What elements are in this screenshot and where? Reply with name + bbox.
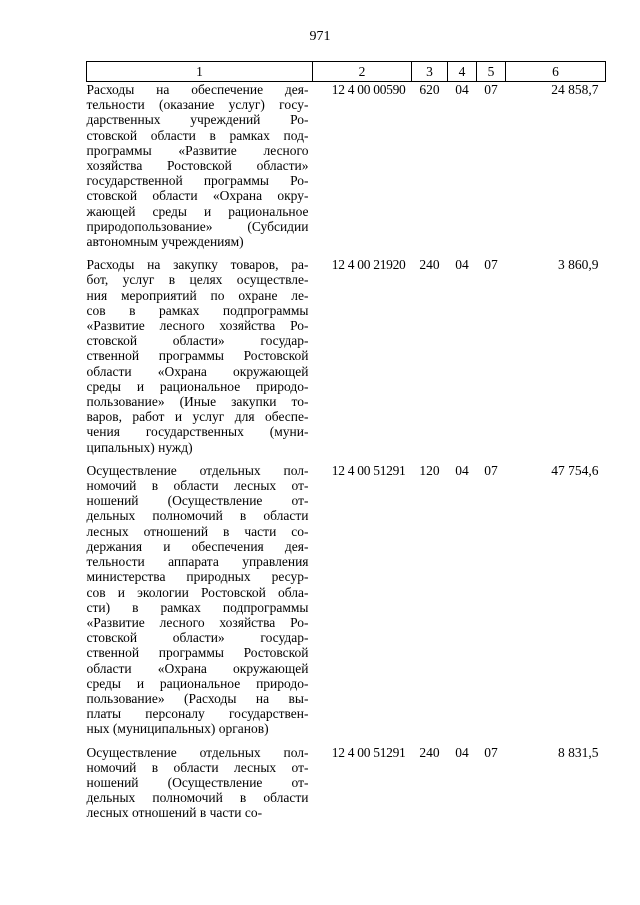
section-code: 04 (455, 744, 469, 760)
column-header: 1 (87, 62, 313, 82)
column-header: 3 (412, 62, 448, 82)
description-line: среды и рациональное природо- (86, 675, 309, 691)
description-line: номочий в области лесных от- (86, 478, 309, 494)
description-line: природопользование» (Субсидии (86, 218, 309, 234)
expense-description (87, 463, 313, 745)
description-line: ственной программы Ростовской (86, 645, 309, 661)
description-line: номочий в области лесных от- (86, 759, 309, 775)
subsection-code: 07 (484, 82, 498, 97)
description-line: бот, услуг в целях осуществле- (86, 272, 309, 288)
amount-value: 24 858,7 (551, 82, 599, 97)
table-row (87, 82, 606, 258)
expense-type-code: 240 (419, 744, 440, 760)
budget-classification-code: 12 4 00 51291 (331, 462, 406, 478)
description-line: варов, работ и услуг для обеспе- (86, 409, 309, 425)
section-code: 04 (455, 82, 469, 97)
description-line: среды и рациональное природо- (86, 378, 309, 394)
description-line: государственной программы Ро- (86, 173, 309, 189)
table-row (87, 463, 606, 745)
description-line: жающей среды и рациональное (86, 203, 309, 219)
description-line: Осуществление отдельных пол- (86, 462, 309, 478)
expense-type-code: 120 (419, 462, 440, 478)
description-line: сов и экологии Ростовской обла- (86, 584, 309, 600)
description-line: Осуществление отдельных пол- (86, 744, 309, 760)
description-line: дельных полномочий в области (86, 508, 309, 524)
description-line: ношений (Осуществление от- (86, 493, 309, 509)
description-line: ственной программы Ростовской (86, 348, 309, 364)
description-line: ципальных) нужд) (86, 439, 193, 455)
description-line: стовской области» государ- (86, 333, 309, 349)
description-line: пользование» (Расходы на вы- (86, 690, 309, 706)
description-line: «Развитие лесного хозяйства Ро- (86, 614, 309, 630)
description-line: министерства природных ресур- (86, 569, 309, 585)
description-line: дарственных учреждений Ро- (86, 112, 309, 128)
description-line: пользование» (Иные закупки то- (86, 394, 309, 410)
budget-classification-code: 12 4 00 21920 (331, 257, 406, 273)
expense-description (87, 82, 313, 258)
description-line: хозяйства Ростовской области» (86, 158, 309, 174)
description-line: сов в рамках подпрограммы (86, 302, 309, 318)
description-line: области «Охрана окружающей (86, 363, 309, 379)
description-line: лесных отношений в части со- (86, 805, 263, 821)
column-header: 6 (506, 62, 606, 82)
amount-value: 8 831,5 (558, 744, 599, 760)
description-line: области «Охрана окружающей (86, 660, 309, 676)
description-line: ношений (Осуществление от- (86, 774, 309, 790)
description-line: «Развитие лесного хозяйства Ро- (86, 318, 309, 334)
expense-type-code: 620 (419, 82, 440, 97)
subsection-code: 07 (484, 462, 498, 478)
amount-value: 3 860,9 (558, 257, 599, 273)
subsection-code: 07 (484, 744, 498, 760)
amount-value: 47 754,6 (551, 462, 599, 478)
description-line: держания и обеспечения дея- (86, 538, 309, 554)
budget-classification-code: 12 4 00 00590 (331, 82, 406, 97)
section-code: 04 (455, 462, 469, 478)
description-line: лесных отношений в части со- (86, 523, 309, 539)
column-header: 4 (448, 62, 477, 82)
description-line: стовской области» государ- (86, 630, 309, 646)
budget-classification-code: 12 4 00 51291 (331, 744, 406, 760)
table-row (87, 257, 606, 463)
expense-description (87, 745, 313, 829)
description-line: чения государственных (муни- (86, 424, 309, 440)
description-line: стовской области «Охрана окру- (86, 188, 309, 204)
description-line: ных (муниципальных) органов) (86, 721, 269, 737)
page-number: 971 (309, 29, 331, 44)
section-code: 04 (455, 257, 469, 273)
column-header: 5 (477, 62, 506, 82)
description-line: тельности аппарата управления (86, 554, 309, 570)
table-header-row (87, 62, 606, 82)
expense-description (87, 257, 313, 463)
description-line: Расходы на закупку товаров, ра- (86, 257, 309, 273)
budget-table (86, 61, 606, 829)
description-line: тельности (оказание услуг) госу- (86, 97, 309, 113)
description-line: программы «Развитие лесного (86, 142, 309, 158)
description-line: ния мероприятий по охране ле- (86, 287, 309, 303)
column-header: 2 (313, 62, 412, 82)
table-row (87, 745, 606, 829)
description-line: стовской области в рамках под- (86, 127, 309, 143)
description-line: Расходы на обеспечение дея- (86, 82, 309, 97)
expense-type-code: 240 (419, 257, 440, 273)
description-line: платы персоналу государствен- (86, 706, 309, 722)
description-line: дельных полномочий в области (86, 790, 309, 806)
description-line: автономным учреждениям) (86, 234, 244, 250)
subsection-code: 07 (484, 257, 498, 273)
description-line: сти) в рамках подпрограммы (86, 599, 309, 615)
